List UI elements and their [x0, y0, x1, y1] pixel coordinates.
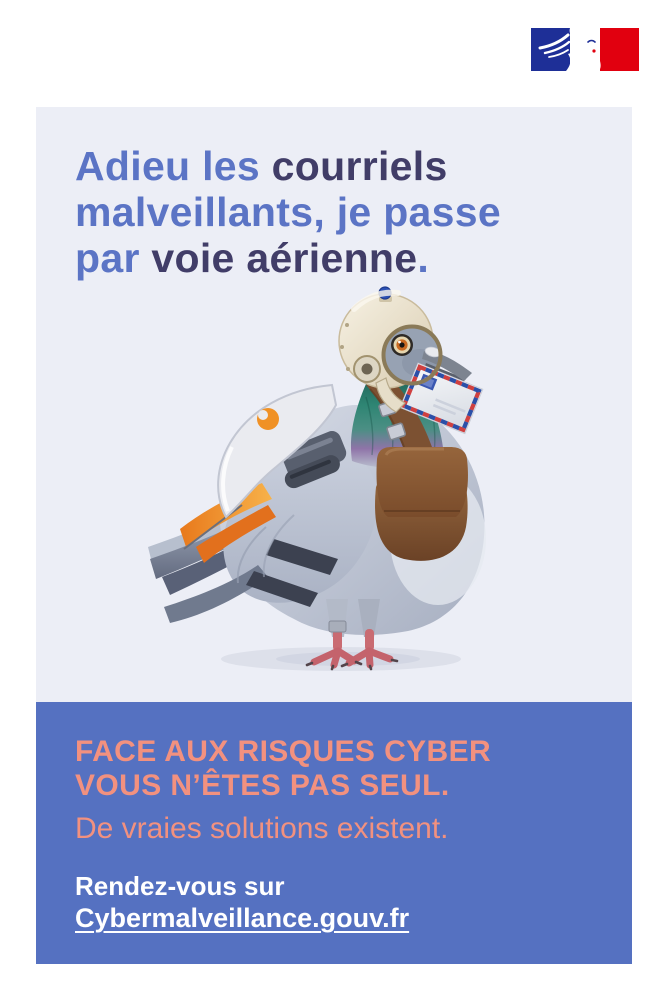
visit-block — [75, 870, 602, 934]
marianne-flag-icon — [530, 27, 640, 72]
cta-title-line-2: VOUS N’ÊTES PAS SEUL. — [75, 769, 450, 802]
headline-text: malveillants, je passe — [75, 189, 501, 235]
cta-subtitle: De vraies solutions existent. — [75, 812, 449, 845]
cta-panel — [36, 702, 632, 964]
headline-emphasis: voie aérienne — [151, 235, 418, 281]
cybermalveillance-link[interactable]: Cybermalveillance.gouv.fr — [75, 903, 410, 933]
hero-panel — [36, 107, 632, 702]
visit-label: Rendez-vous sur — [75, 871, 285, 901]
cta-title-line-1: FACE AUX RISQUES CYBER — [75, 735, 492, 768]
pigeon-eye — [391, 334, 413, 356]
headline-text: . — [417, 235, 430, 281]
headline-emphasis: courriels — [271, 143, 448, 189]
cta-title — [75, 735, 602, 803]
pigeon-courier-illustration — [36, 107, 632, 702]
french-government-logo — [530, 27, 640, 72]
satchel-bag — [375, 447, 468, 561]
headline-text: par — [75, 235, 152, 281]
headline-text: Adieu les — [75, 143, 272, 189]
leg-band — [329, 621, 346, 632]
